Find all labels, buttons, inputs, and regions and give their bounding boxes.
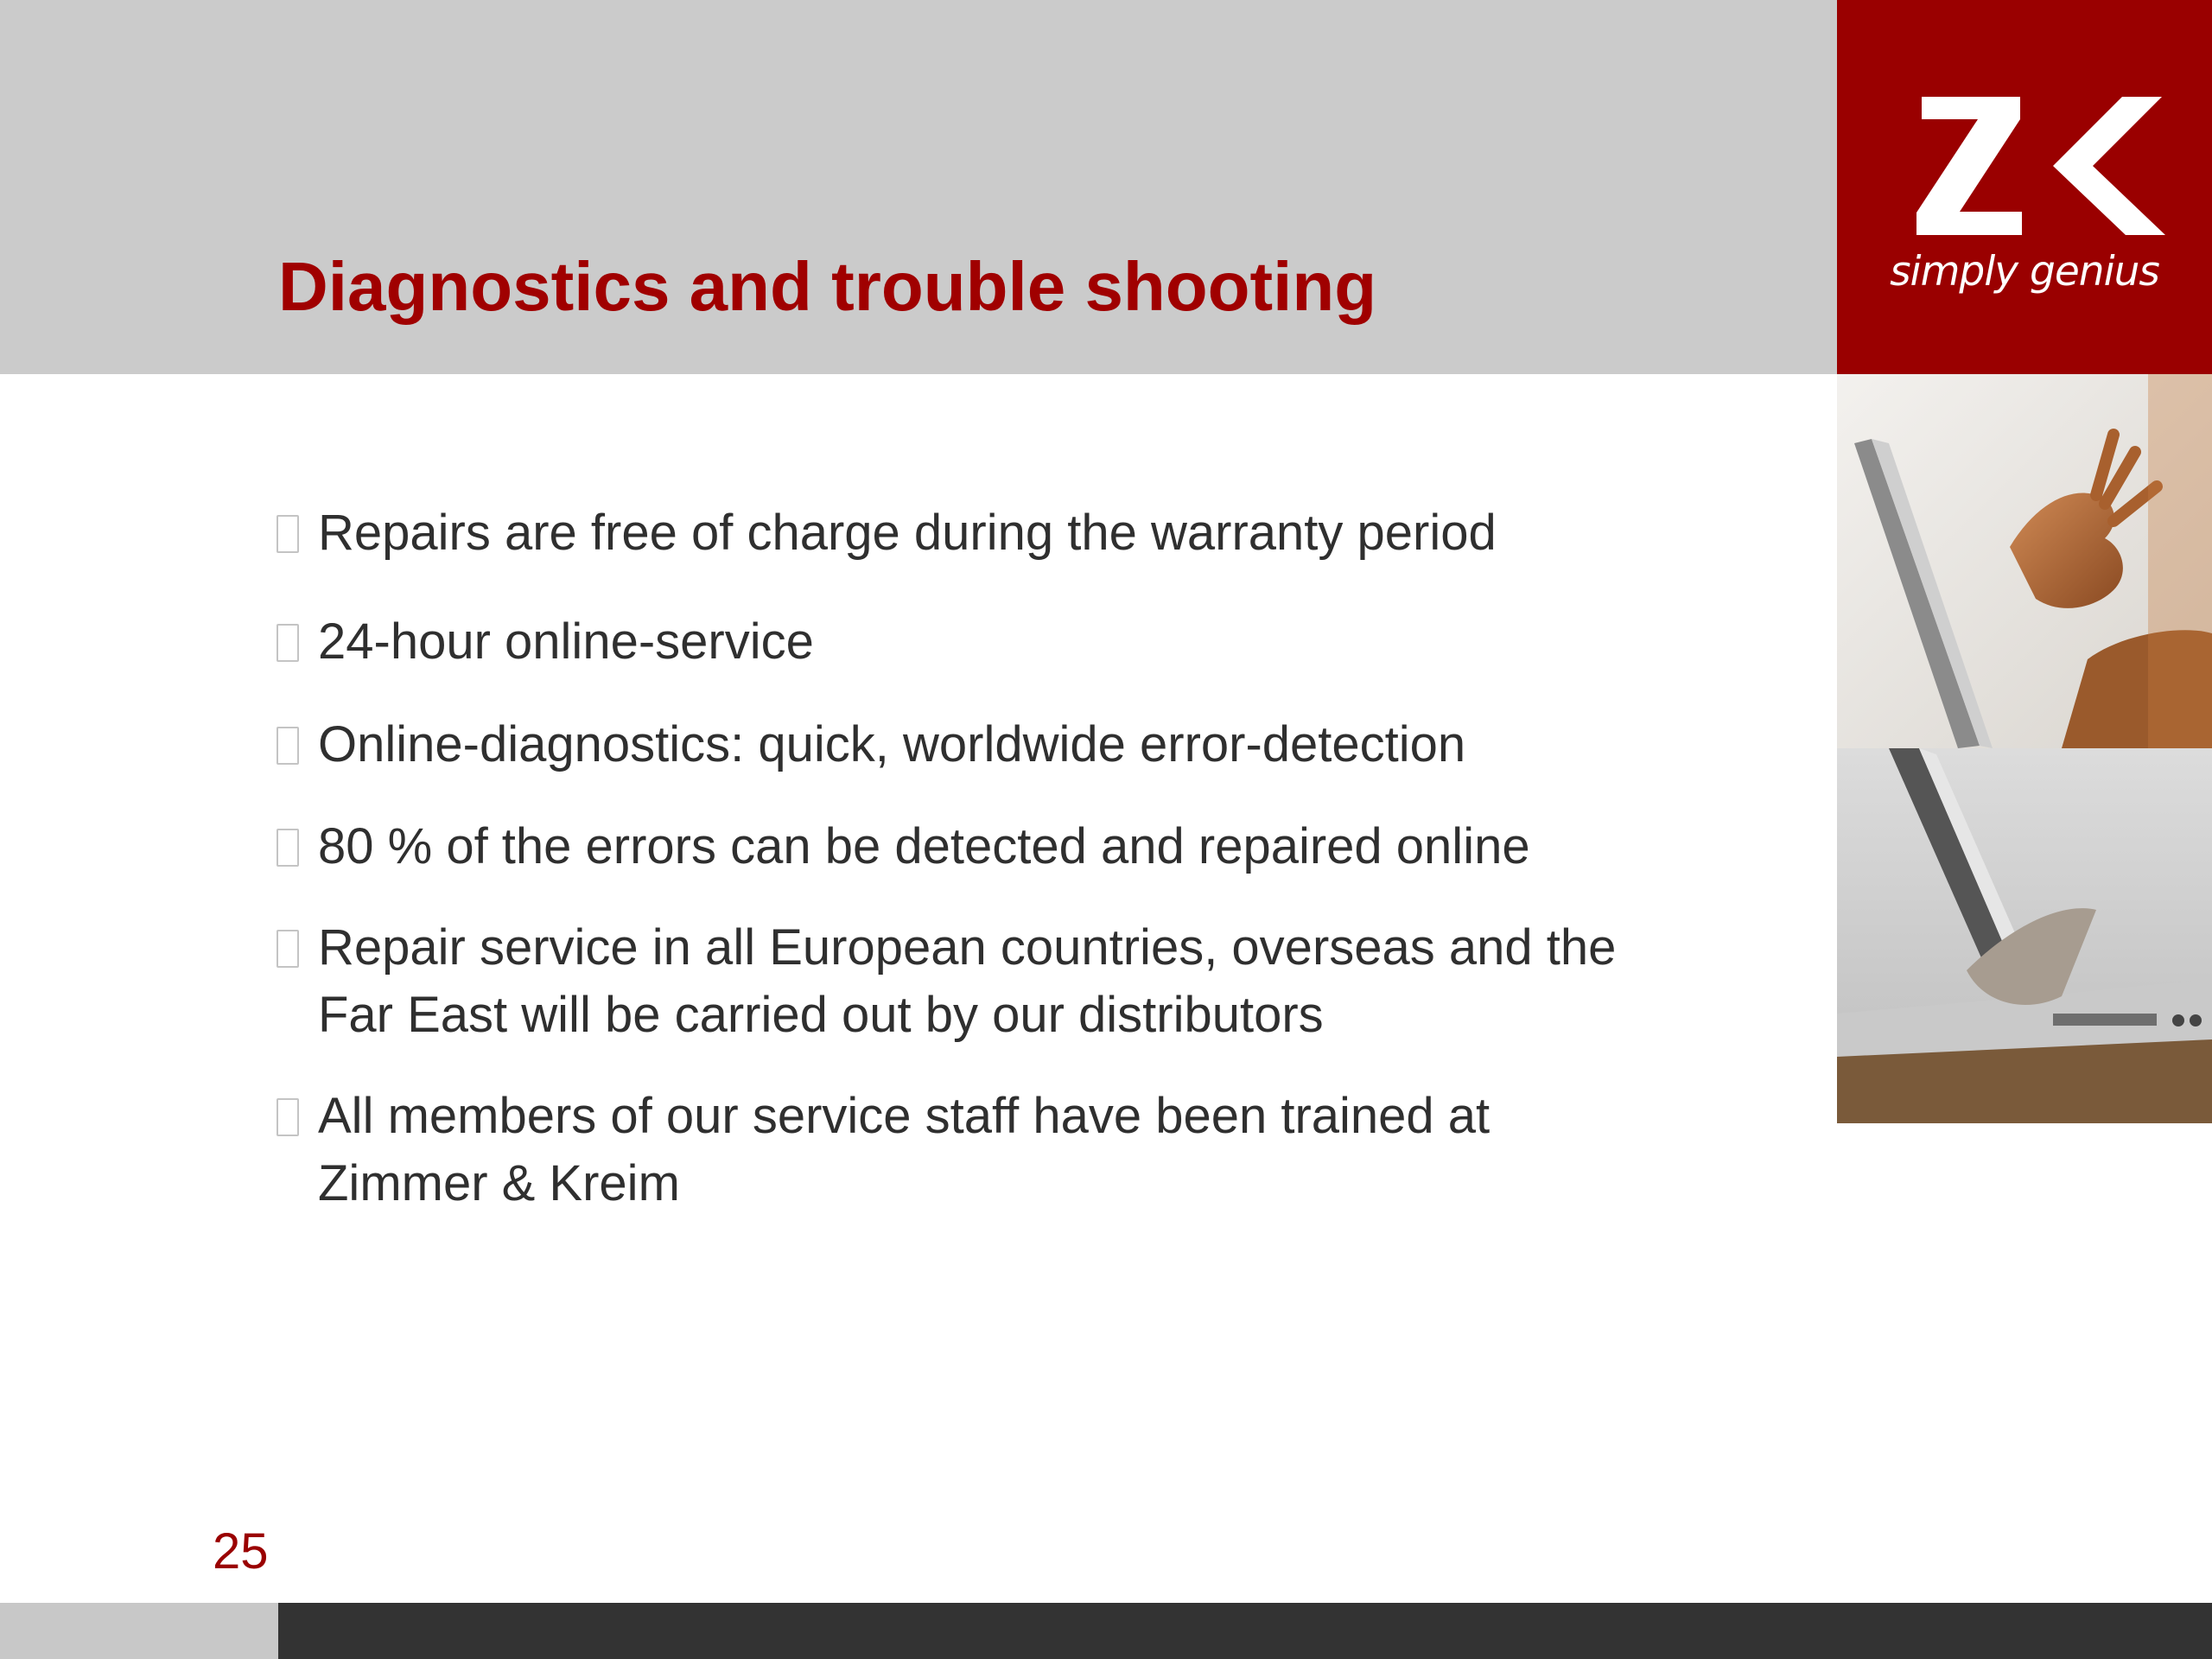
list-item xyxy=(276,711,1815,779)
list-item xyxy=(276,608,1815,676)
bullet-box-icon xyxy=(276,624,299,662)
list-item xyxy=(276,813,1815,880)
bullet-box-icon xyxy=(276,829,299,867)
slide-title: Diagnostics and trouble shooting xyxy=(278,248,1377,325)
list-item xyxy=(276,499,1815,567)
bullet-box-icon xyxy=(276,727,299,765)
bullet-text: 24-hour online-service xyxy=(318,613,814,670)
bullet-box-icon xyxy=(276,515,299,553)
bullet-text: Repair service in all European countries, overseas and the Far East will be carried out by our distributors xyxy=(318,919,1617,1043)
bullet-box-icon xyxy=(276,930,299,968)
list-item xyxy=(276,1083,1815,1217)
bullet-text: Repairs are free of charge during the warranty period xyxy=(318,505,1497,561)
logo-tagline: simply genius xyxy=(1890,248,2159,296)
zk-logo-mark-icon xyxy=(1837,0,2212,374)
company-logo xyxy=(1837,0,2212,374)
list-item xyxy=(276,914,1815,1049)
bullet-text: Online-diagnostics: quick, worldwide error-detection xyxy=(318,716,1466,772)
laptop-hands-photo xyxy=(1837,374,2212,1123)
bullet-text: 80 % of the errors can be detected and repaired online xyxy=(318,818,1530,874)
footer-bar-light xyxy=(0,1603,278,1659)
bullet-text: All members of our service staff have been trained at Zimmer & Kreim xyxy=(318,1088,1491,1211)
footer-bar-dark xyxy=(278,1603,2212,1659)
page-number: 25 xyxy=(213,1523,269,1580)
bullet-box-icon xyxy=(276,1098,299,1136)
